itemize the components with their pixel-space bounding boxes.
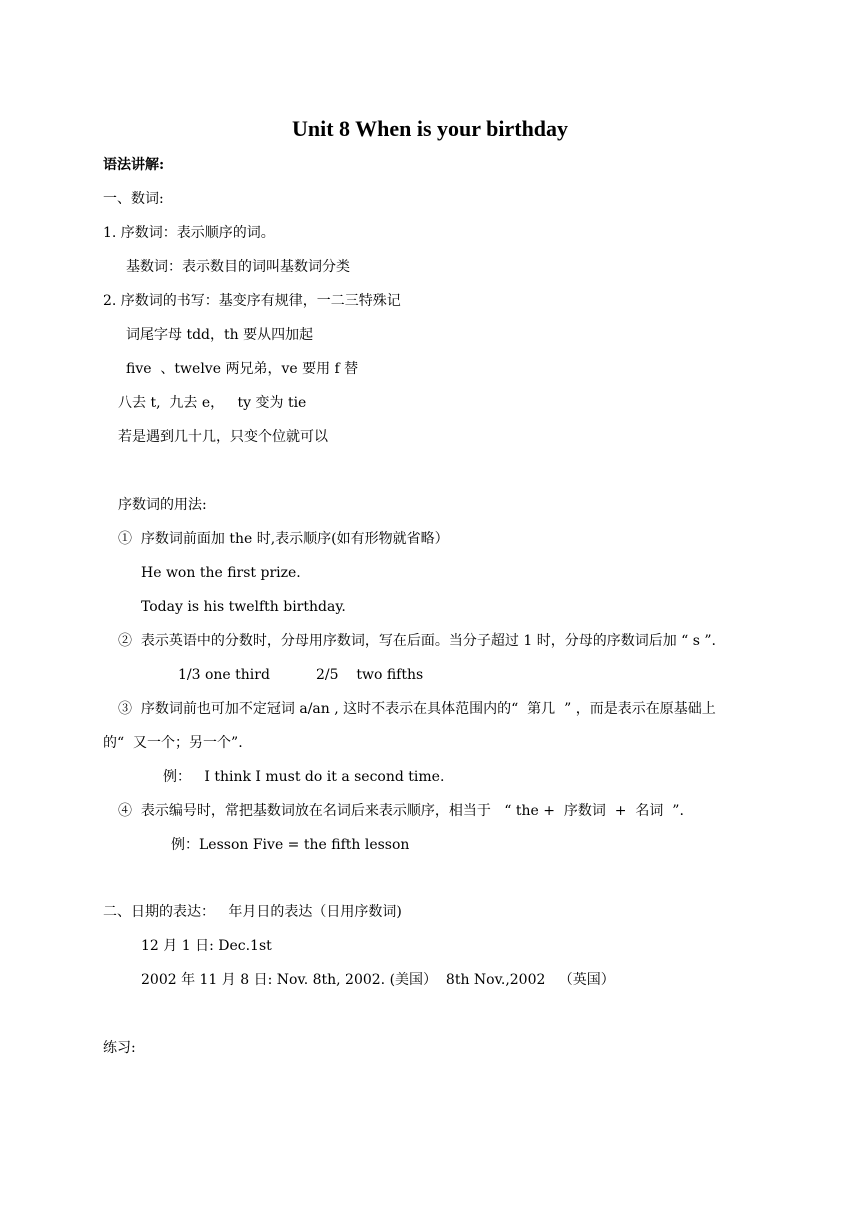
- text-line: 基数词：表示数目的词叫基数词分类: [126, 259, 350, 275]
- usage-item-4: ④ 表示编号时，常把基数词放在名词后来表示顺序，相当于 “ the + 序数词 + 名词 ”.: [118, 803, 684, 819]
- section-heading-grammar: 语法讲解:: [103, 157, 165, 173]
- text-line: 的“ 又一个；另一个”.: [103, 735, 243, 751]
- usage-item-1: ① 序数词前面加 the 时,表示顺序(如有形物就省略）: [118, 531, 449, 547]
- usage-item-3: ③ 序数词前也可加不定冠词 a/an , 这时不表示在具体范围内的“ 第几 ” ，而是表示在原基础上: [118, 701, 716, 717]
- example-line: He won the first prize.: [141, 565, 301, 581]
- text-line: 若是遇到几十几，只变个位就可以: [118, 429, 328, 445]
- text-line: 八去 t, 九去 e， ty 变为 tie: [118, 395, 307, 411]
- example-line: 2002 年 11 月 8 日: Nov. 8th, 2002. (美国） 8th Nov.,2002 （英国）: [141, 972, 615, 988]
- example-line: Today is his twelfth birthday.: [141, 599, 346, 615]
- section-heading-numerals: 一、数词:: [103, 191, 164, 207]
- example-line: 12 月 1 日: Dec.1st: [141, 938, 272, 954]
- text-line: 词尾字母 tdd，th 要从四加起: [126, 327, 314, 343]
- section-heading-dates: 二、日期的表达： 年月日的表达（日用序数词): [103, 904, 402, 920]
- section-heading-exercise: 练习:: [103, 1040, 136, 1056]
- text-line: 1. 序数词：表示顺序的词。: [103, 225, 275, 241]
- section-heading-usage: 序数词的用法:: [118, 497, 207, 513]
- example-line: 1/3 one third: [178, 667, 270, 683]
- example-line: 例： I think I must do it a second time.: [163, 769, 445, 785]
- text-line: five 、twelve 两兄弟，ve 要用 f 替: [126, 361, 359, 377]
- page-title: Unit 8 When is your birthday: [291, 116, 569, 141]
- example-line: 2/5 two fifths: [316, 667, 424, 683]
- example-line: 例：Lesson Five = the fifth lesson: [171, 837, 410, 853]
- usage-item-2: ② 表示英语中的分数时，分母用序数词，写在后面。当分子超过 1 时，分母的序数词后加 “ s ”.: [118, 633, 717, 649]
- text-line: 2. 序数词的书写：基变序有规律，一二三特殊记: [103, 293, 401, 309]
